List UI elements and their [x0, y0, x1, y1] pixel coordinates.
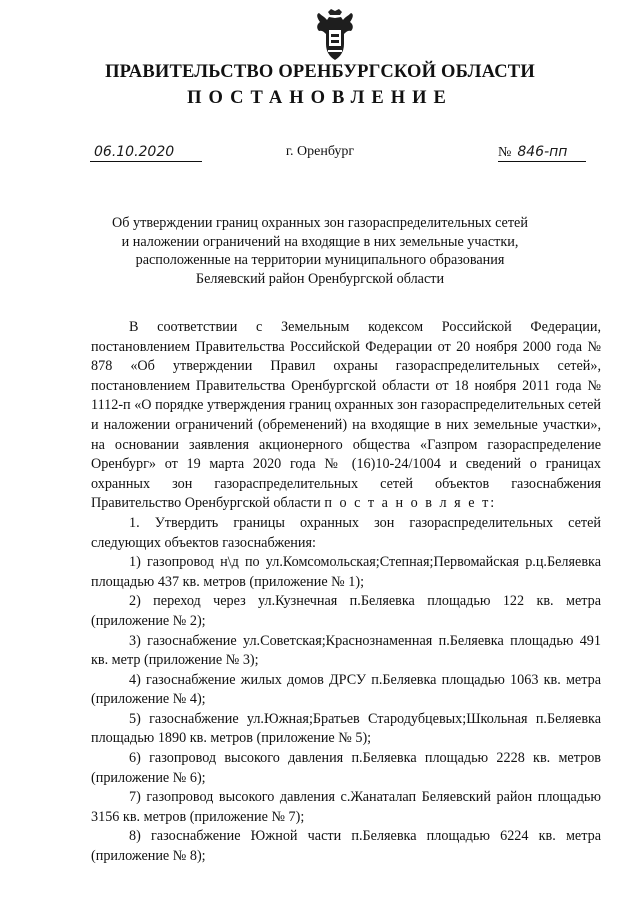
subject-line: и наложении ограничений на входящие в них земельные участки, [121, 233, 519, 250]
subject-line: Беляевский район Оренбургской области [195, 270, 445, 287]
document-date: 06.10.2020 [94, 144, 175, 160]
subitem-paragraph: 6) газопровод высокого давления п.Беляевка площадью 2228 кв. метров (приложение № 6); [91, 750, 601, 786]
preamble-paragraph [91, 318, 601, 514]
document-city: г. Оренбург [285, 144, 355, 159]
document-number-field [498, 144, 586, 162]
document-number-label: № [498, 145, 512, 160]
subitem-paragraph: 1) газопровод н\д по ул.Комсомольская;Степная;Первомайская р.ц.Беляевка площадью 437 кв. метров (приложение № 1); [91, 554, 601, 590]
subject-line: расположенные на территории муниципального образования [135, 252, 505, 268]
subitem-paragraph: 5) газоснабжение ул.Южная;Братьев Стародубцевых;Школьная п.Беляевка площадью 1890 кв. метров (приложение № 5); [91, 710, 601, 747]
document-number: 846-пп [517, 144, 568, 160]
subitem-paragraph: 3) газоснабжение ул.Советская;Краснознаменная п.Беляевка площадью 491 кв. метр (приложение № 3); [91, 632, 601, 669]
document-type-title: ПОСТАНОВЛЕНИЕ [187, 88, 453, 108]
subject-line: Об утверждении границ охранных зон газораспределительных сетей [112, 215, 528, 231]
coat-of-arms-icon [314, 8, 356, 62]
subitem-paragraph: 4) газоснабжение жилых домов ДРСУ п.Беляевка площадью 1063 кв. метра (приложение № 4); [91, 671, 601, 708]
document-body [91, 318, 601, 867]
document-subject [80, 214, 560, 288]
item-paragraph: 1. Утвердить границы охранных зон газораспределительных сетей следующих объектов газоснабжения: [91, 514, 601, 551]
document-meta-row [0, 144, 640, 170]
government-title: ПРАВИТЕЛЬСТВО ОРЕНБУРГСКОЙ ОБЛАСТИ [105, 62, 535, 82]
resolves-word: п о с т а н о в л я е т: [324, 495, 497, 512]
subitem-paragraph: 8) газоснабжение Южной части п.Беляевка площадью 6224 кв. метра (приложение № 8); [91, 828, 601, 865]
preamble-text: В соответствии с Земельным кодексом Российской Федерации, постановлением Правительства Российской Федерации от 20 ноября 2000 года № 878 «Об утверждении Правил охраны газораспределительных сетей», постановлением Правительства Оренбургской области от 18 ноября 2011 года № 1112-п «О порядке утверждения границ охранных зон газораспределительных сетей и наложении ограничений (обременений) на входящие в них земельные участки», на основании заявления акционерного общества «Газпром газораспределение Оренбург» от 19 марта 2020 года № (16)10-24/1004 и сведений о границах охранных зон газораспределительных сетей объектов газоснабжения Правительство Оренбургской области [91, 319, 601, 512]
subitem-paragraph: 7) газопровод высокого давления с.Жанаталап Беляевский район площадью 3156 кв. метров (приложение № 7); [91, 789, 601, 825]
subitem-paragraph: 2) переход через ул.Кузнечная п.Беляевка площадью 122 кв. метра (приложение № 2); [91, 593, 601, 629]
